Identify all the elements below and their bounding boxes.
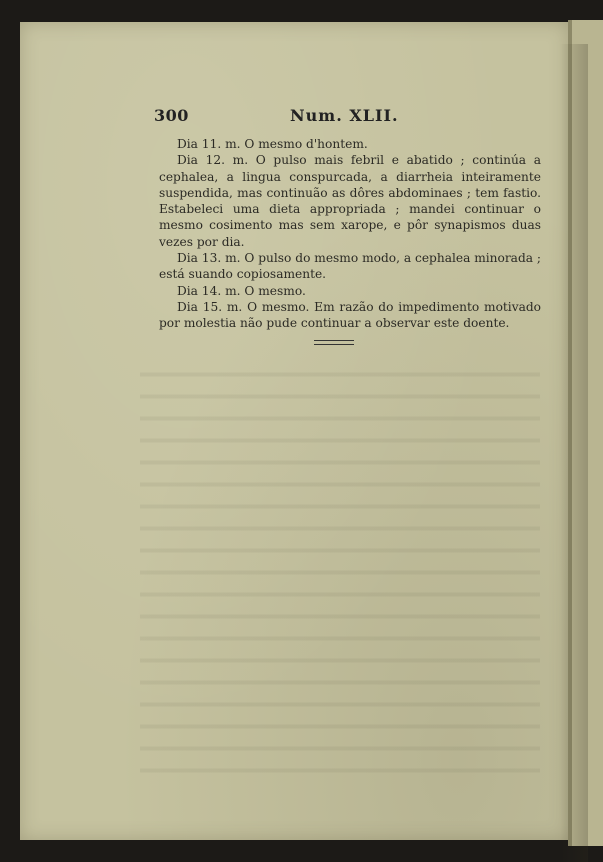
entry-day-13: Dia 13. m. O pulso do mesmo modo, a cephalea minorada ; está suando copiosamente. bbox=[159, 251, 541, 282]
entry-day-11: Dia 11. m. O mesmo d'hontem. bbox=[177, 137, 368, 151]
entry-day-14: Dia 14. m. O mesmo. bbox=[177, 283, 306, 298]
page-number: 300 bbox=[154, 106, 189, 125]
entry-day-12: Dia 12. m. O pulso mais febril e abatido ; continúa a cephalea, a lingua conspurcada, a diarrheia inteiramente suspendida, mas continuão as dôres abdominaes ; tem fastio. Estabeleci uma dieta appropriada ; mandei continuar o mesmo cosimento mas sem xarope, e pôr synapismos duas vezes por dia. bbox=[159, 153, 541, 249]
book-page bbox=[20, 22, 568, 840]
section-divider bbox=[314, 340, 354, 345]
spine-shadow bbox=[560, 44, 588, 862]
case-notes bbox=[159, 136, 541, 332]
page-header bbox=[20, 106, 568, 130]
bleed-through-texture bbox=[140, 362, 540, 782]
page-title: Num. XLII. bbox=[290, 106, 399, 125]
entry-day-15: Dia 15. m. O mesmo. Em razão do impedimento motivado por molestia não pude continuar a observar este doente. bbox=[159, 299, 541, 331]
